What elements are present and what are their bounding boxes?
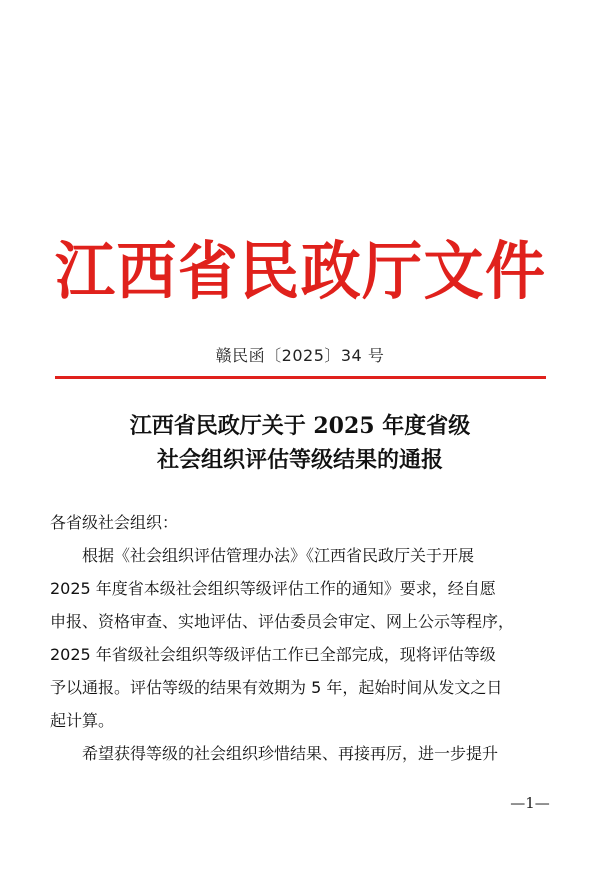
document-title-line-1: 江西省民政厅关于 2025 年度省级 <box>129 413 471 439</box>
body-line: 希望获得等级的社会组织珍惜结果、再接再厉，进一步提升 <box>50 744 499 763</box>
masthead-char: 厅 <box>362 235 423 309</box>
masthead-char: 文 <box>423 235 484 309</box>
masthead-char: 江 <box>55 235 115 309</box>
body-line: 2025 年省级社会组织等级评估工作已全部完成，现将评估等级 <box>50 645 496 664</box>
masthead-char: 件 <box>484 235 545 309</box>
red-divider <box>55 376 546 379</box>
page-number: —1— <box>510 794 550 812</box>
masthead-char: 西 <box>116 235 177 309</box>
body-line: 根据《社会组织评估管理办法》《江西省民政厅关于开展 <box>50 546 475 565</box>
masthead <box>55 235 545 309</box>
masthead-char: 民 <box>239 235 300 309</box>
document-title-line-2: 社会组织评估等级结果的通报 <box>156 447 443 473</box>
body-line: 予以通报。评估等级的结果有效期为 5 年，起始时间从发文之日 <box>50 678 503 697</box>
document-number: 赣民函〔2025〕34 号 <box>215 346 385 365</box>
body-line: 2025 年度省本级社会组织等级评估工作的通知》要求，经自愿 <box>50 579 496 598</box>
addressee: 各省级社会组织： <box>50 513 179 532</box>
body-line: 起计算。 <box>50 711 115 730</box>
masthead-char: 政 <box>300 235 361 309</box>
body-line: 申报、资格审查、实地评估、评估委员会审定、网上公示等程序， <box>50 612 515 631</box>
masthead-char: 省 <box>177 235 238 309</box>
